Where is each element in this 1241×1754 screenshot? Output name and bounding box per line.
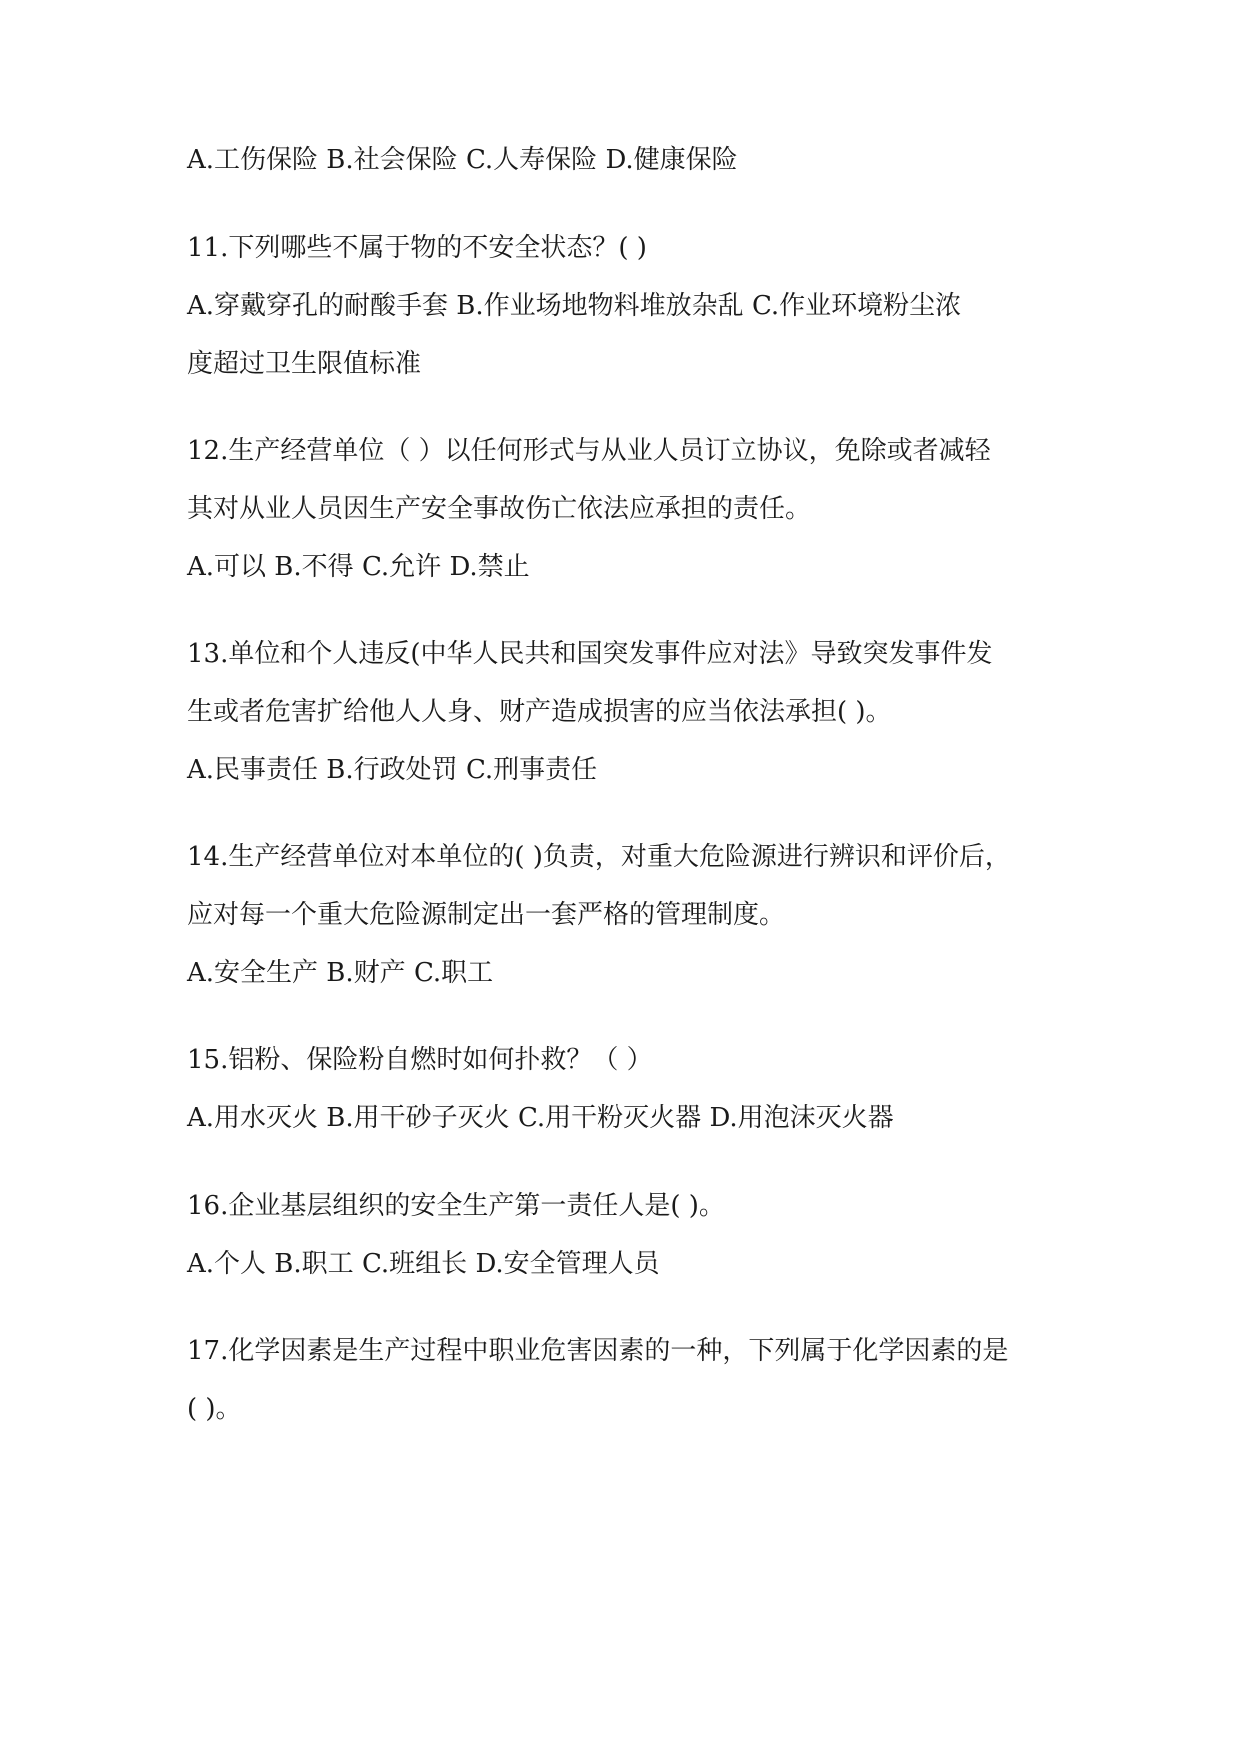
q13-options: A.民事责任 B.行政处罚 C.刑事责任 xyxy=(187,755,598,785)
q14-question-line1: 14.生产经营单位对本单位的( )负责，对重大危险源进行辨识和评价后， xyxy=(187,842,1011,872)
q13-question-line2: 生或者危害扩给他人人身、财产造成损害的应当依法承担( )。 xyxy=(187,697,892,727)
q10-options: A.工伤保险 B.社会保险 C.人寿保险 D.健康保险 xyxy=(187,145,738,175)
q11-options-line1: A.穿戴穿孔的耐酸手套 B.作业场地物料堆放杂乱 C.作业环境粉尘浓 xyxy=(187,291,962,321)
q16-question: 16.企业基层组织的安全生产第一责任人是( )。 xyxy=(187,1191,725,1221)
q14-question-line2: 应对每一个重大危险源制定出一套严格的管理制度。 xyxy=(187,900,786,930)
q15-question: 15.铝粉、保险粉自燃时如何扑救？（ ） xyxy=(187,1045,653,1075)
q12-options: A.可以 B.不得 C.允许 D.禁止 xyxy=(187,552,530,582)
q13-question-line1: 13.单位和个人违反(中华人民共和国突发事件应对法》导致突发事件发 xyxy=(187,639,993,669)
q14-options: A.安全生产 B.财产 C.职工 xyxy=(187,958,494,988)
q17-question-line1: 17.化学因素是生产过程中职业危害因素的一种，下列属于化学因素的是 xyxy=(187,1336,1009,1366)
q17-question-line2: ( )。 xyxy=(187,1394,242,1424)
q15-options: A.用水灭火 B.用干砂子灭火 C.用干粉灭火器 D.用泡沫灭火器 xyxy=(187,1103,894,1133)
q12-question-line2: 其对从业人员因生产安全事故伤亡依法应承担的责任。 xyxy=(187,494,812,524)
q11-options-line2: 度超过卫生限值标准 xyxy=(187,349,422,379)
q16-options: A.个人 B.职工 C.班组长 D.安全管理人员 xyxy=(187,1249,660,1279)
q11-question: 11.下列哪些不属于物的不安全状态？( ) xyxy=(187,233,647,263)
q12-question-line1: 12.生产经营单位（ ）以任何形式与从业人员订立协议，免除或者减轻 xyxy=(187,436,991,466)
